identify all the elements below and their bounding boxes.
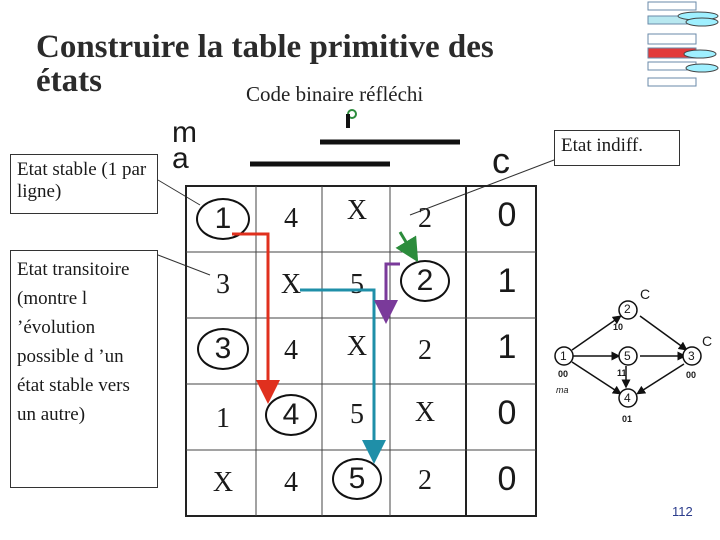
table-cell: X: [346, 331, 368, 362]
graph-node-5: 5: [624, 349, 631, 363]
table-cell: 4: [284, 335, 298, 366]
subtitle: Code binaire réfléchi: [246, 82, 424, 106]
graph-node-1-code: 00: [558, 369, 569, 379]
label-etat-indiff: Etat indiff.: [554, 130, 680, 166]
graph-node-2-var: C: [640, 286, 651, 302]
label-etat-stable: Etat stable (1 par ligne): [10, 154, 158, 214]
page-title: Construire la table primitive des états: [36, 29, 494, 99]
table-cell: 4: [284, 203, 298, 234]
table-cell: 2: [418, 335, 432, 366]
label-etat-transitoire: Etat transitoire (montre l ’évolution possible d ’un état stable vers un autre): [10, 250, 158, 488]
graph-node-3-code: 00: [686, 370, 697, 380]
output-c-cell: 0: [497, 459, 517, 498]
table-cell: 4: [256, 386, 326, 444]
table-cell: 3: [216, 269, 230, 300]
graph-node-5-code: 11: [617, 368, 627, 378]
var-m: m: [172, 116, 197, 149]
table-cell: X: [280, 269, 302, 300]
table-cell: 5: [322, 450, 392, 508]
table-cell: 2: [390, 252, 460, 310]
table-cell: 2: [418, 465, 432, 496]
table-cell: X: [414, 397, 436, 428]
output-c-cell: 1: [497, 327, 517, 366]
table-cell: X: [346, 195, 368, 226]
table-cell: 1: [216, 403, 230, 434]
table-cell: 3: [188, 320, 258, 378]
var-c: c: [492, 140, 510, 181]
output-c-cell: 0: [497, 393, 517, 432]
output-c-cell: 0: [497, 195, 517, 234]
table-cell: 2: [418, 203, 432, 234]
graph-node-1: 1: [560, 349, 567, 363]
var-a: a: [172, 142, 189, 175]
graph-node-2-code: 10: [613, 322, 624, 332]
graph-node-3-var: C: [702, 333, 713, 349]
table-cell: 5: [350, 399, 364, 430]
graph-node-3: 3: [688, 349, 695, 363]
table-cell: X: [212, 467, 234, 498]
graph-node-4: 4: [624, 391, 631, 405]
page-number: 112: [672, 504, 693, 519]
table-cell: 1: [188, 190, 258, 248]
table-cell: 4: [284, 467, 298, 498]
table-cell: 5: [350, 269, 364, 300]
graph-node-2: 2: [624, 302, 631, 316]
graph-node-1-sub: ma: [556, 385, 569, 395]
output-c-cell: 1: [497, 261, 517, 300]
graph-node-4-code: 01: [622, 414, 633, 424]
